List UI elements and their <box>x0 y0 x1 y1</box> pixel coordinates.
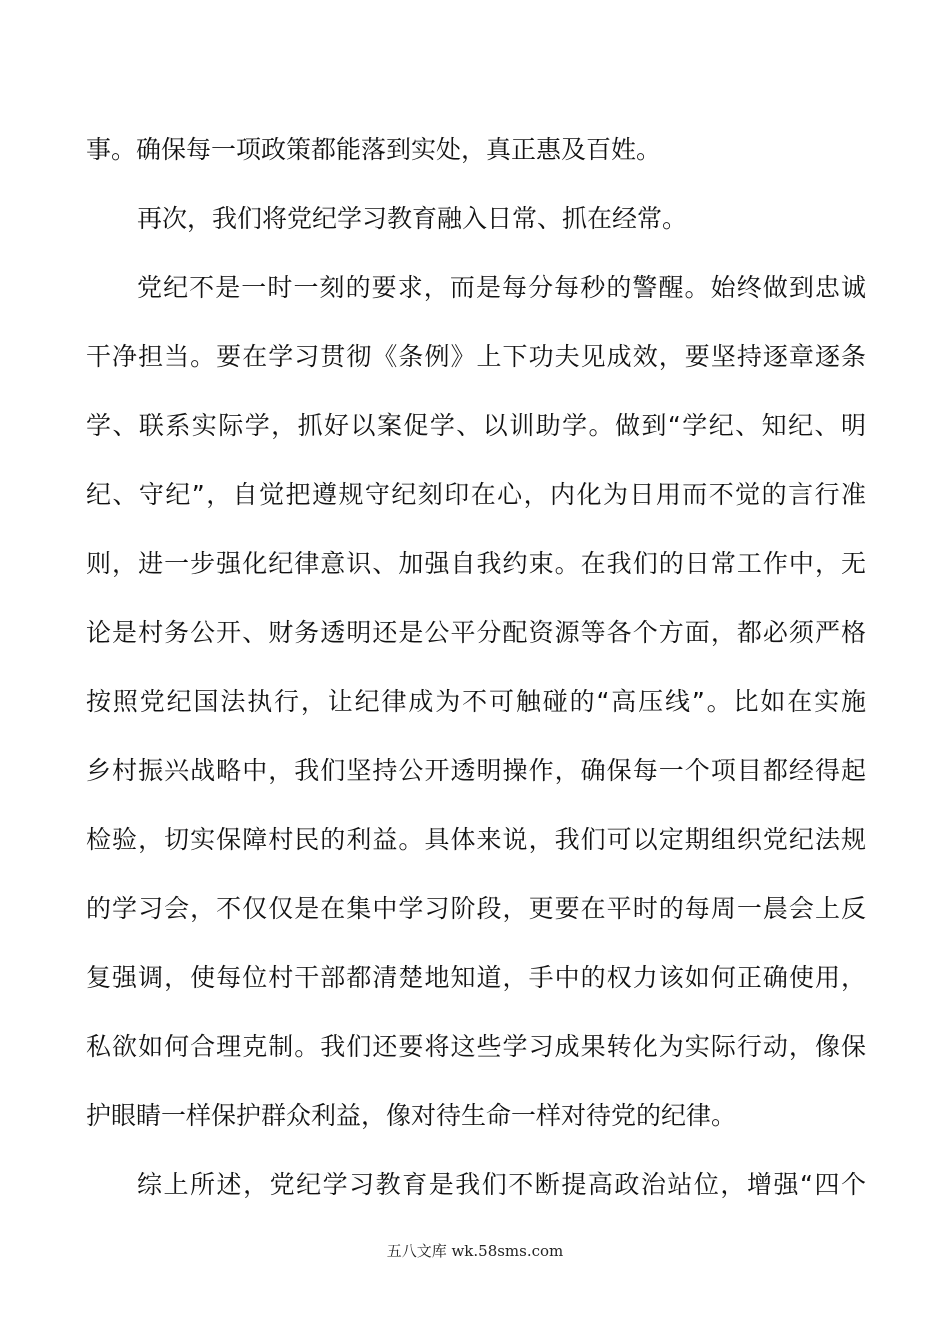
paragraph-line: 纪、守纪”，自觉把遵规守纪刻印在心，内化为日用而不觉的言行准 <box>86 480 866 509</box>
paragraph-line: 按照党纪国法执行，让纪律成为不可触碰的“高压线”。比如在实施 <box>86 687 866 716</box>
paragraph-line: 则，进一步强化纪律意识、加强自我约束。在我们的日常工作中，无 <box>86 549 866 578</box>
paragraph-line: 学、联系实际学，抓好以案促学、以训助学。做到“学纪、知纪、明 <box>86 411 866 440</box>
paragraph-line: 护眼睛一样保护群众利益，像对待生命一样对待党的纪律。 <box>86 1101 737 1130</box>
paragraph-line: 论是村务公开、财务透明还是公平分配资源等各个方面，都必须严格 <box>86 618 866 647</box>
paragraph-line: 乡村振兴战略中，我们坚持公开透明操作，确保每一个项目都经得起 <box>86 756 866 785</box>
paragraph-line: 综上所述，党纪学习教育是我们不断提高政治站位，增强“四个 <box>137 1170 866 1199</box>
paragraph-line: 干净担当。要在学习贯彻《条例》上下功夫见成效，要坚持逐章逐条 <box>86 342 866 371</box>
page-footer: 五八文库 wk.58sms.com <box>386 1242 564 1260</box>
paragraph-line: 复强调，使每位村干部都清楚地知道，手中的权力该如何正确使用， <box>86 963 866 992</box>
paragraph-line: 再次，我们将党纪学习教育融入日常、抓在经常。 <box>137 204 688 233</box>
paragraph-line: 党纪不是一时一刻的要求，而是每分每秒的警醒。始终做到忠诚 <box>137 273 866 302</box>
paragraph-line: 的学习会，不仅仅是在集中学习阶段，更要在平时的每周一晨会上反 <box>86 894 866 923</box>
paragraph-line: 检验，切实保障村民的利益。具体来说，我们可以定期组织党纪法规 <box>86 825 866 854</box>
paragraph-line: 私欲如何合理克制。我们还要将这些学习成果转化为实际行动，像保 <box>86 1032 866 1061</box>
paragraph-line: 事。确保每一项政策都能落到实处，真正惠及百姓。 <box>86 135 662 164</box>
